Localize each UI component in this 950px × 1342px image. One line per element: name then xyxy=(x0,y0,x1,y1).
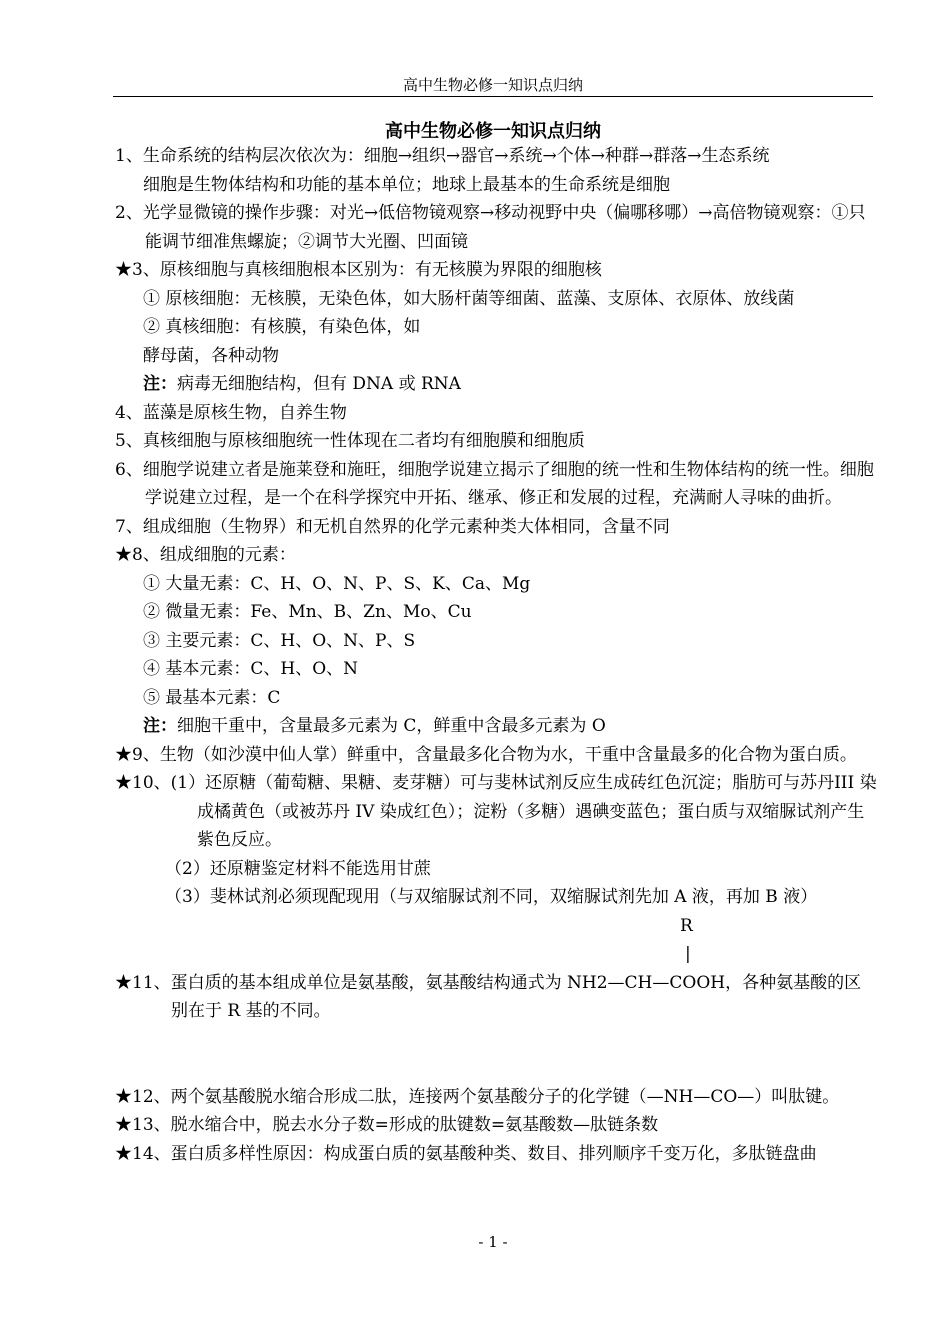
item-3: ★3、原核细胞与真核细胞根本区别为：有无核膜为界限的细胞核 xyxy=(115,260,602,280)
item-10-3: （3）斐林试剂必须现配现用（与双缩脲试剂不同，双缩脲试剂先加 A 液，再加 B 液） xyxy=(165,887,818,907)
item-8-note xyxy=(115,712,877,741)
item-8-macro: ① 大量无素：C、H、O、N、P、S、K、Ca、Mg xyxy=(143,573,531,594)
item-8-micro: ② 微量无素：Fe、Mn、B、Zn、Mo、Cu xyxy=(143,602,472,622)
item-4: 4、蓝藻是原核生物，自养生物 xyxy=(115,402,347,423)
item-5: 5、真核细胞与原核细胞统一性体现在二者均有细胞膜和细胞质 xyxy=(115,431,585,451)
page-header: 高中生物必修一知识点归纳 xyxy=(402,76,583,94)
document-title: 高中生物必修一知识点归纳 xyxy=(385,121,601,142)
item-3-note xyxy=(115,370,877,399)
item-8: ★8、组成细胞的元素： xyxy=(115,545,296,565)
item-3-prokaryote: ① 原核细胞：无核膜，无染色体，如大肠杆菌等细菌、蓝藻、支原体、衣原体、放线菌 xyxy=(143,288,795,309)
header-rule xyxy=(113,96,873,97)
item-6: 6、细胞学说建立者是施莱登和施旺，细胞学说建立揭示了细胞的统一性和生物体结构的统一性。细胞学说建立过程，是一个在科学探究中开拓、继承、修正和发展的过程，充满耐人寻味的曲折。 xyxy=(115,459,874,508)
item-1-note: 细胞是生物体结构和功能的基本单位；地球上最基本的生命系统是细胞 xyxy=(143,174,670,195)
item-10: ★10、(1）还原糖（葡萄糖、果糖、麦芽糖）可与斐林试剂反应生成砖红色沉淀；脂肪可与苏丹III 染成橘黄色（或被苏丹 IV 染成红色）；淀粉（多糖）遇碘变蓝色；蛋白质与双缩脲试剂产生紫色反应。 xyxy=(115,773,877,850)
item-8-main: ③ 主要元素：C、H、O、N、P、S xyxy=(143,630,416,651)
item-14: ★14、蛋白质多样性原因：构成蛋白质的氨基酸种类、数目、排列顺序千变万化，多肽链盘曲 xyxy=(115,1143,817,1164)
item-10-2: （2）还原糖鉴定材料不能选用甘蔗 xyxy=(165,858,431,879)
item-13: ★13、脱水缩合中，脱去水分子数=形成的肽键数=氨基酸数—肽链条数 xyxy=(115,1115,659,1135)
document-body xyxy=(115,142,877,1168)
spacer xyxy=(115,1026,877,1083)
item-1: 1、生命系统的结构层次依次为：细胞→组织→器官→系统→个体→种群→群落→生态系统 xyxy=(115,146,770,166)
note-label: 注： xyxy=(143,716,177,736)
item-11: ★11、蛋白质的基本组成单位是氨基酸，氨基酸结构通式为 NH2—CH—COOH，各种氨基酸的区别在于 R 基的不同。 xyxy=(115,972,862,1021)
item-8-basic: ④ 基本元素：C、H、O、N xyxy=(143,659,359,679)
amino-acid-r-group: R xyxy=(680,915,693,936)
item-7: 7、组成细胞（生物界）和无机自然界的化学元素种类大体相同，含量不同 xyxy=(115,516,670,537)
item-3-eukaryote: ② 真核细胞：有核膜，有染色体，如 xyxy=(143,317,421,337)
item-12: ★12、两个氨基酸脱水缩合形成二肽，连接两个氨基酸分子的化学键（—NH—CO—）叫肽键。 xyxy=(115,1086,840,1107)
note-text: 病毒无细胞结构，但有 DNA 或 RNA xyxy=(177,374,461,394)
item-3-eukaryote-cont: 酵母菌，各种动物 xyxy=(143,345,279,366)
item-2: 2、光学显微镜的操作步骤：对光→低倍物镜观察→移动视野中央（偏哪移哪）→高倍物镜观察：①只能调节细准焦螺旋；②调节大光圈、凹面镜 xyxy=(115,203,866,252)
item-8-most-basic: ⑤ 最基本元素：C xyxy=(143,687,281,708)
note-label: 注： xyxy=(143,374,177,394)
page-number: - 1 - xyxy=(478,1233,508,1251)
note-text: 细胞干重中，含量最多元素为 C，鲜重中含最多元素为 O xyxy=(177,716,606,736)
item-9: ★9、生物（如沙漠中仙人掌）鲜重中，含量最多化合物为水，干重中含量最多的化合物为蛋白质。 xyxy=(115,744,857,765)
amino-acid-bond: | xyxy=(685,944,691,964)
